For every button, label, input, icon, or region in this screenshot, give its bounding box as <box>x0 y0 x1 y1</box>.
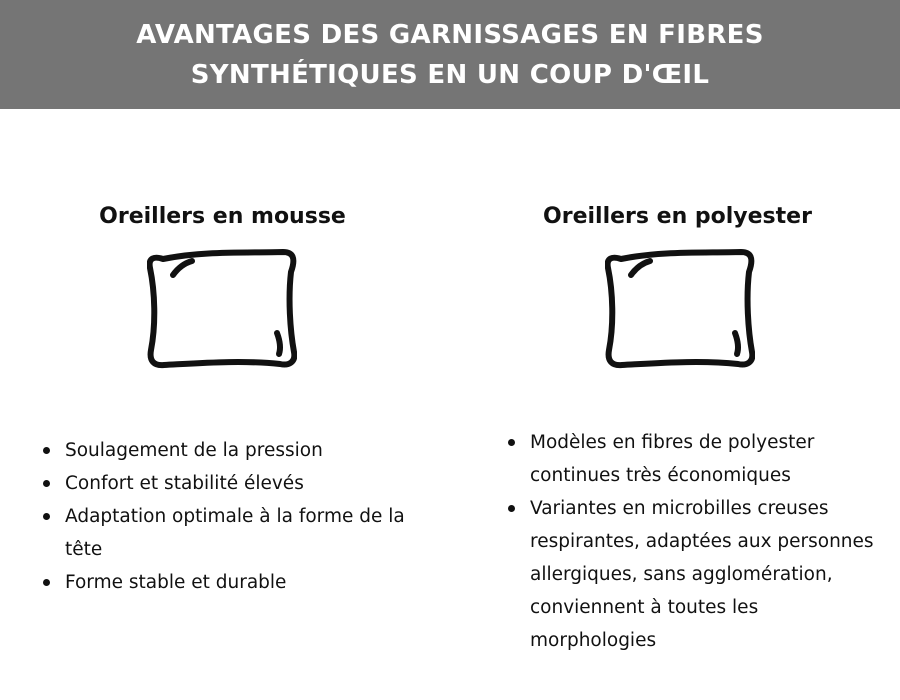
header-banner <box>0 0 900 109</box>
polyester-pillows-title: Oreillers en polyester <box>543 204 812 229</box>
list-item: Adaptation optimale à la forme de la tête <box>40 500 430 566</box>
list-item: Soulagement de la pression <box>40 434 430 467</box>
list-item: Modèles en fibres de polyester continues très économiques <box>505 426 890 492</box>
pillow-icon <box>605 248 755 370</box>
pillow-icon <box>147 248 297 370</box>
polyester-benefits-list <box>505 426 890 657</box>
banner-title-line-1: AVANTAGES DES GARNISSAGES EN FIBRES <box>136 19 764 50</box>
foam-benefits-list <box>40 434 430 599</box>
list-item: Confort et stabilité élevés <box>40 467 430 500</box>
list-item: Variantes en microbilles creuses respirantes, adaptées aux personnes allergiques, sans agglomération, conviennent à toutes les morphologies <box>505 492 890 657</box>
foam-pillows-title: Oreillers en mousse <box>99 204 346 229</box>
banner-title-line-2: SYNTHÉTIQUES EN UN COUP D'ŒIL <box>190 59 710 90</box>
list-item: Forme stable et durable <box>40 566 430 599</box>
